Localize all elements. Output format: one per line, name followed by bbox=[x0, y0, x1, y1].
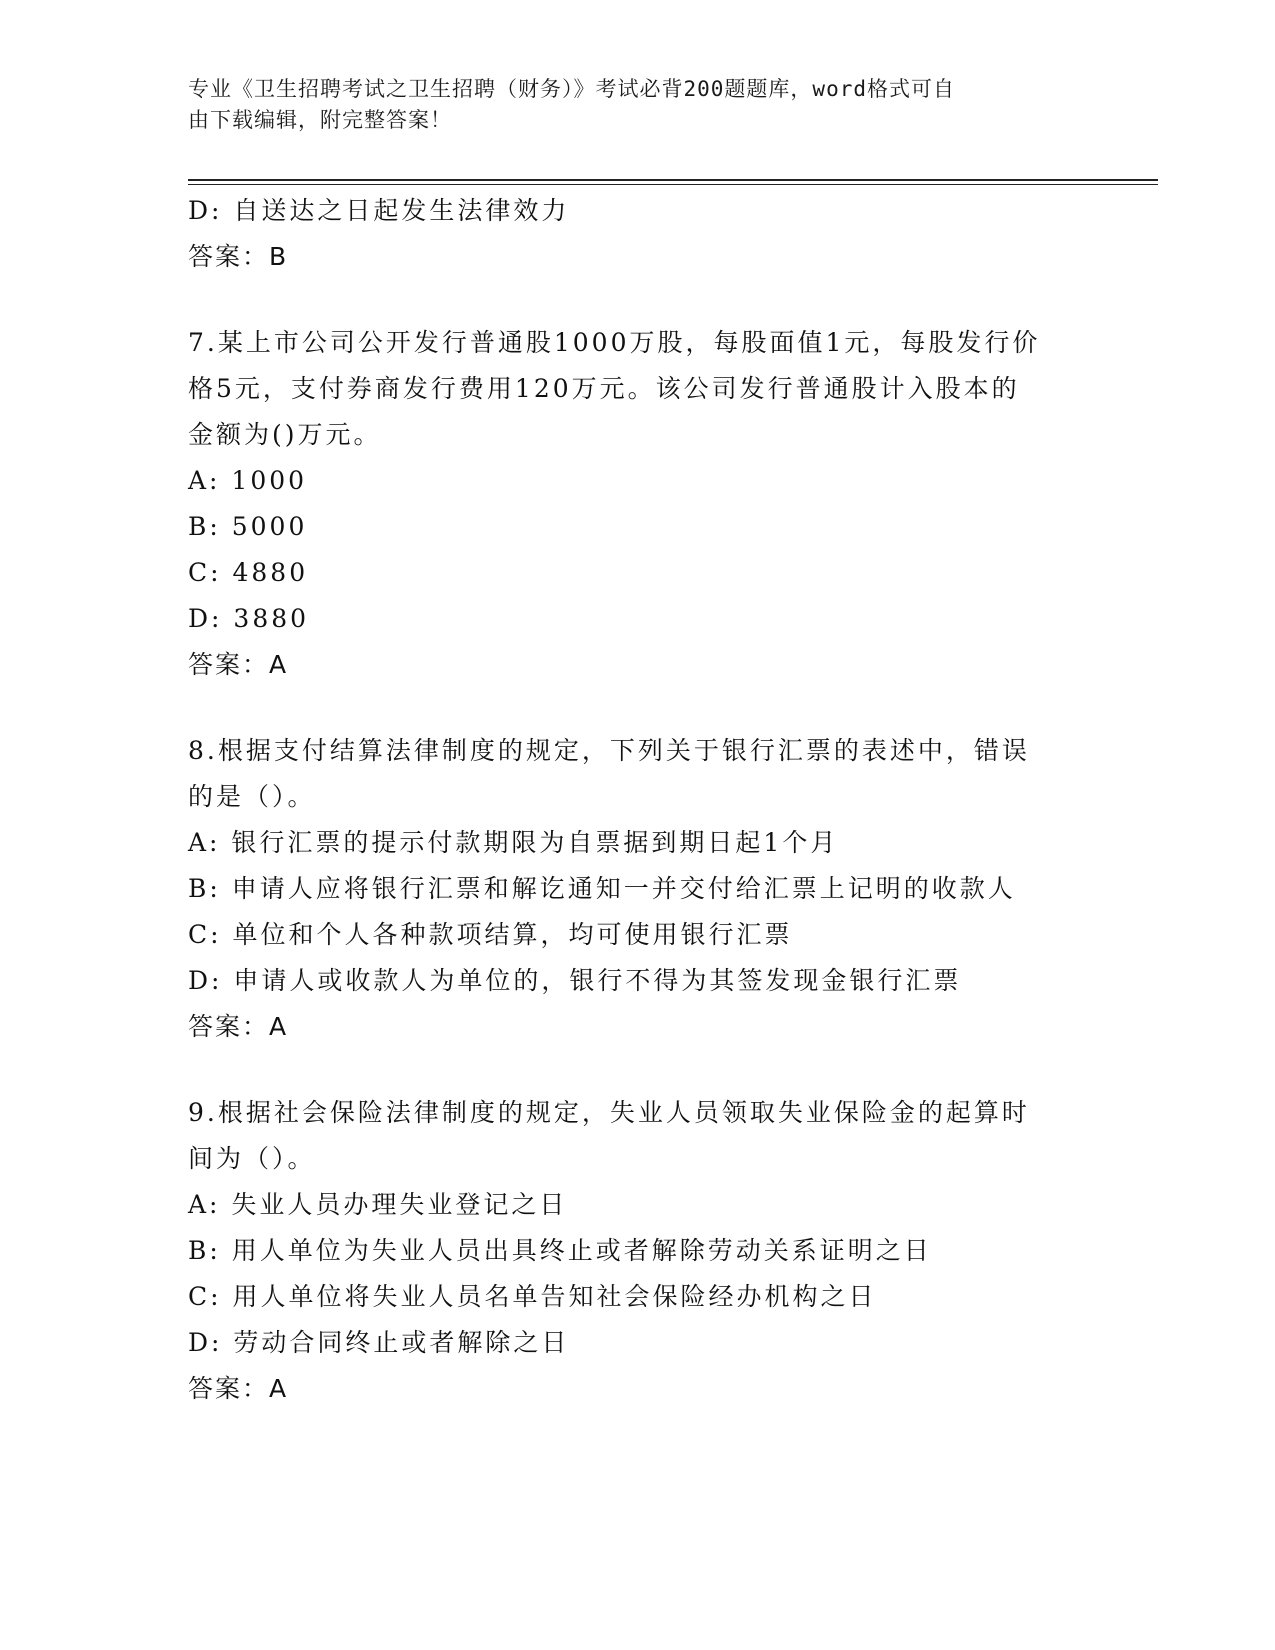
option-d: D: 3880 bbox=[188, 604, 310, 633]
question-stem-line: 间为（）。 bbox=[188, 1144, 316, 1173]
option-b: B: 5000 bbox=[188, 512, 308, 541]
option-d: D: 自送达之日起发生法律效力 bbox=[188, 196, 570, 225]
question-9 bbox=[188, 1090, 1088, 1412]
option-d: D: 申请人或收款人为单位的，银行不得为其签发现金银行汇票 bbox=[188, 966, 962, 995]
header-divider-thick bbox=[188, 179, 1158, 181]
answer: 答案：A bbox=[188, 650, 289, 679]
question-stem-line: 格5元，支付券商发行费用120万元。该公司发行普通股计入股本的 bbox=[188, 374, 1020, 403]
header-line-2: 由下载编辑，附完整答案！ bbox=[188, 108, 452, 132]
option-c: C: 4880 bbox=[188, 558, 309, 587]
option-b: B: 用人单位为失业人员出具终止或者解除劳动关系证明之日 bbox=[188, 1236, 932, 1265]
option-a: A: 失业人员办理失业登记之日 bbox=[188, 1190, 568, 1219]
option-d: D: 劳动合同终止或者解除之日 bbox=[188, 1328, 570, 1357]
option-c: C: 单位和个人各种款项结算，均可使用银行汇票 bbox=[188, 920, 793, 949]
option-b: B: 申请人应将银行汇票和解讫通知一并交付给汇票上记明的收款人 bbox=[188, 874, 1016, 903]
question-7 bbox=[188, 320, 1088, 688]
header-line-1: 专业《卫生招聘考试之卫生招聘（财务）》考试必背200题题库，word格式可自 bbox=[188, 77, 955, 101]
question-8 bbox=[188, 728, 1088, 1050]
option-a: A: 银行汇票的提示付款期限为自票据到期日起1个月 bbox=[188, 828, 839, 857]
spacer bbox=[188, 1050, 1088, 1090]
spacer bbox=[188, 688, 1088, 728]
question-stem-line: 金额为()万元。 bbox=[188, 420, 382, 449]
document-body bbox=[188, 188, 1088, 1412]
answer: 答案：A bbox=[188, 1012, 289, 1041]
option-a: A: 1000 bbox=[188, 466, 308, 495]
spacer bbox=[188, 280, 1088, 320]
answer: 答案：B bbox=[188, 242, 289, 271]
question-stem-line: 9.根据社会保险法律制度的规定，失业人员领取失业保险金的起算时 bbox=[188, 1098, 1030, 1127]
answer: 答案：A bbox=[188, 1374, 289, 1403]
option-c: C: 用人单位将失业人员名单告知社会保险经办机构之日 bbox=[188, 1282, 877, 1311]
header-divider-thin bbox=[188, 184, 1158, 185]
question-stem-line: 8.根据支付结算法律制度的规定，下列关于银行汇票的表述中，错误 bbox=[188, 736, 1030, 765]
question-stem-line: 的是（）。 bbox=[188, 782, 316, 811]
question-stem-line: 7.某上市公司公开发行普通股1000万股，每股面值1元，每股发行价 bbox=[188, 328, 1041, 357]
question-6-partial bbox=[188, 188, 1088, 280]
document-header bbox=[188, 74, 1068, 136]
